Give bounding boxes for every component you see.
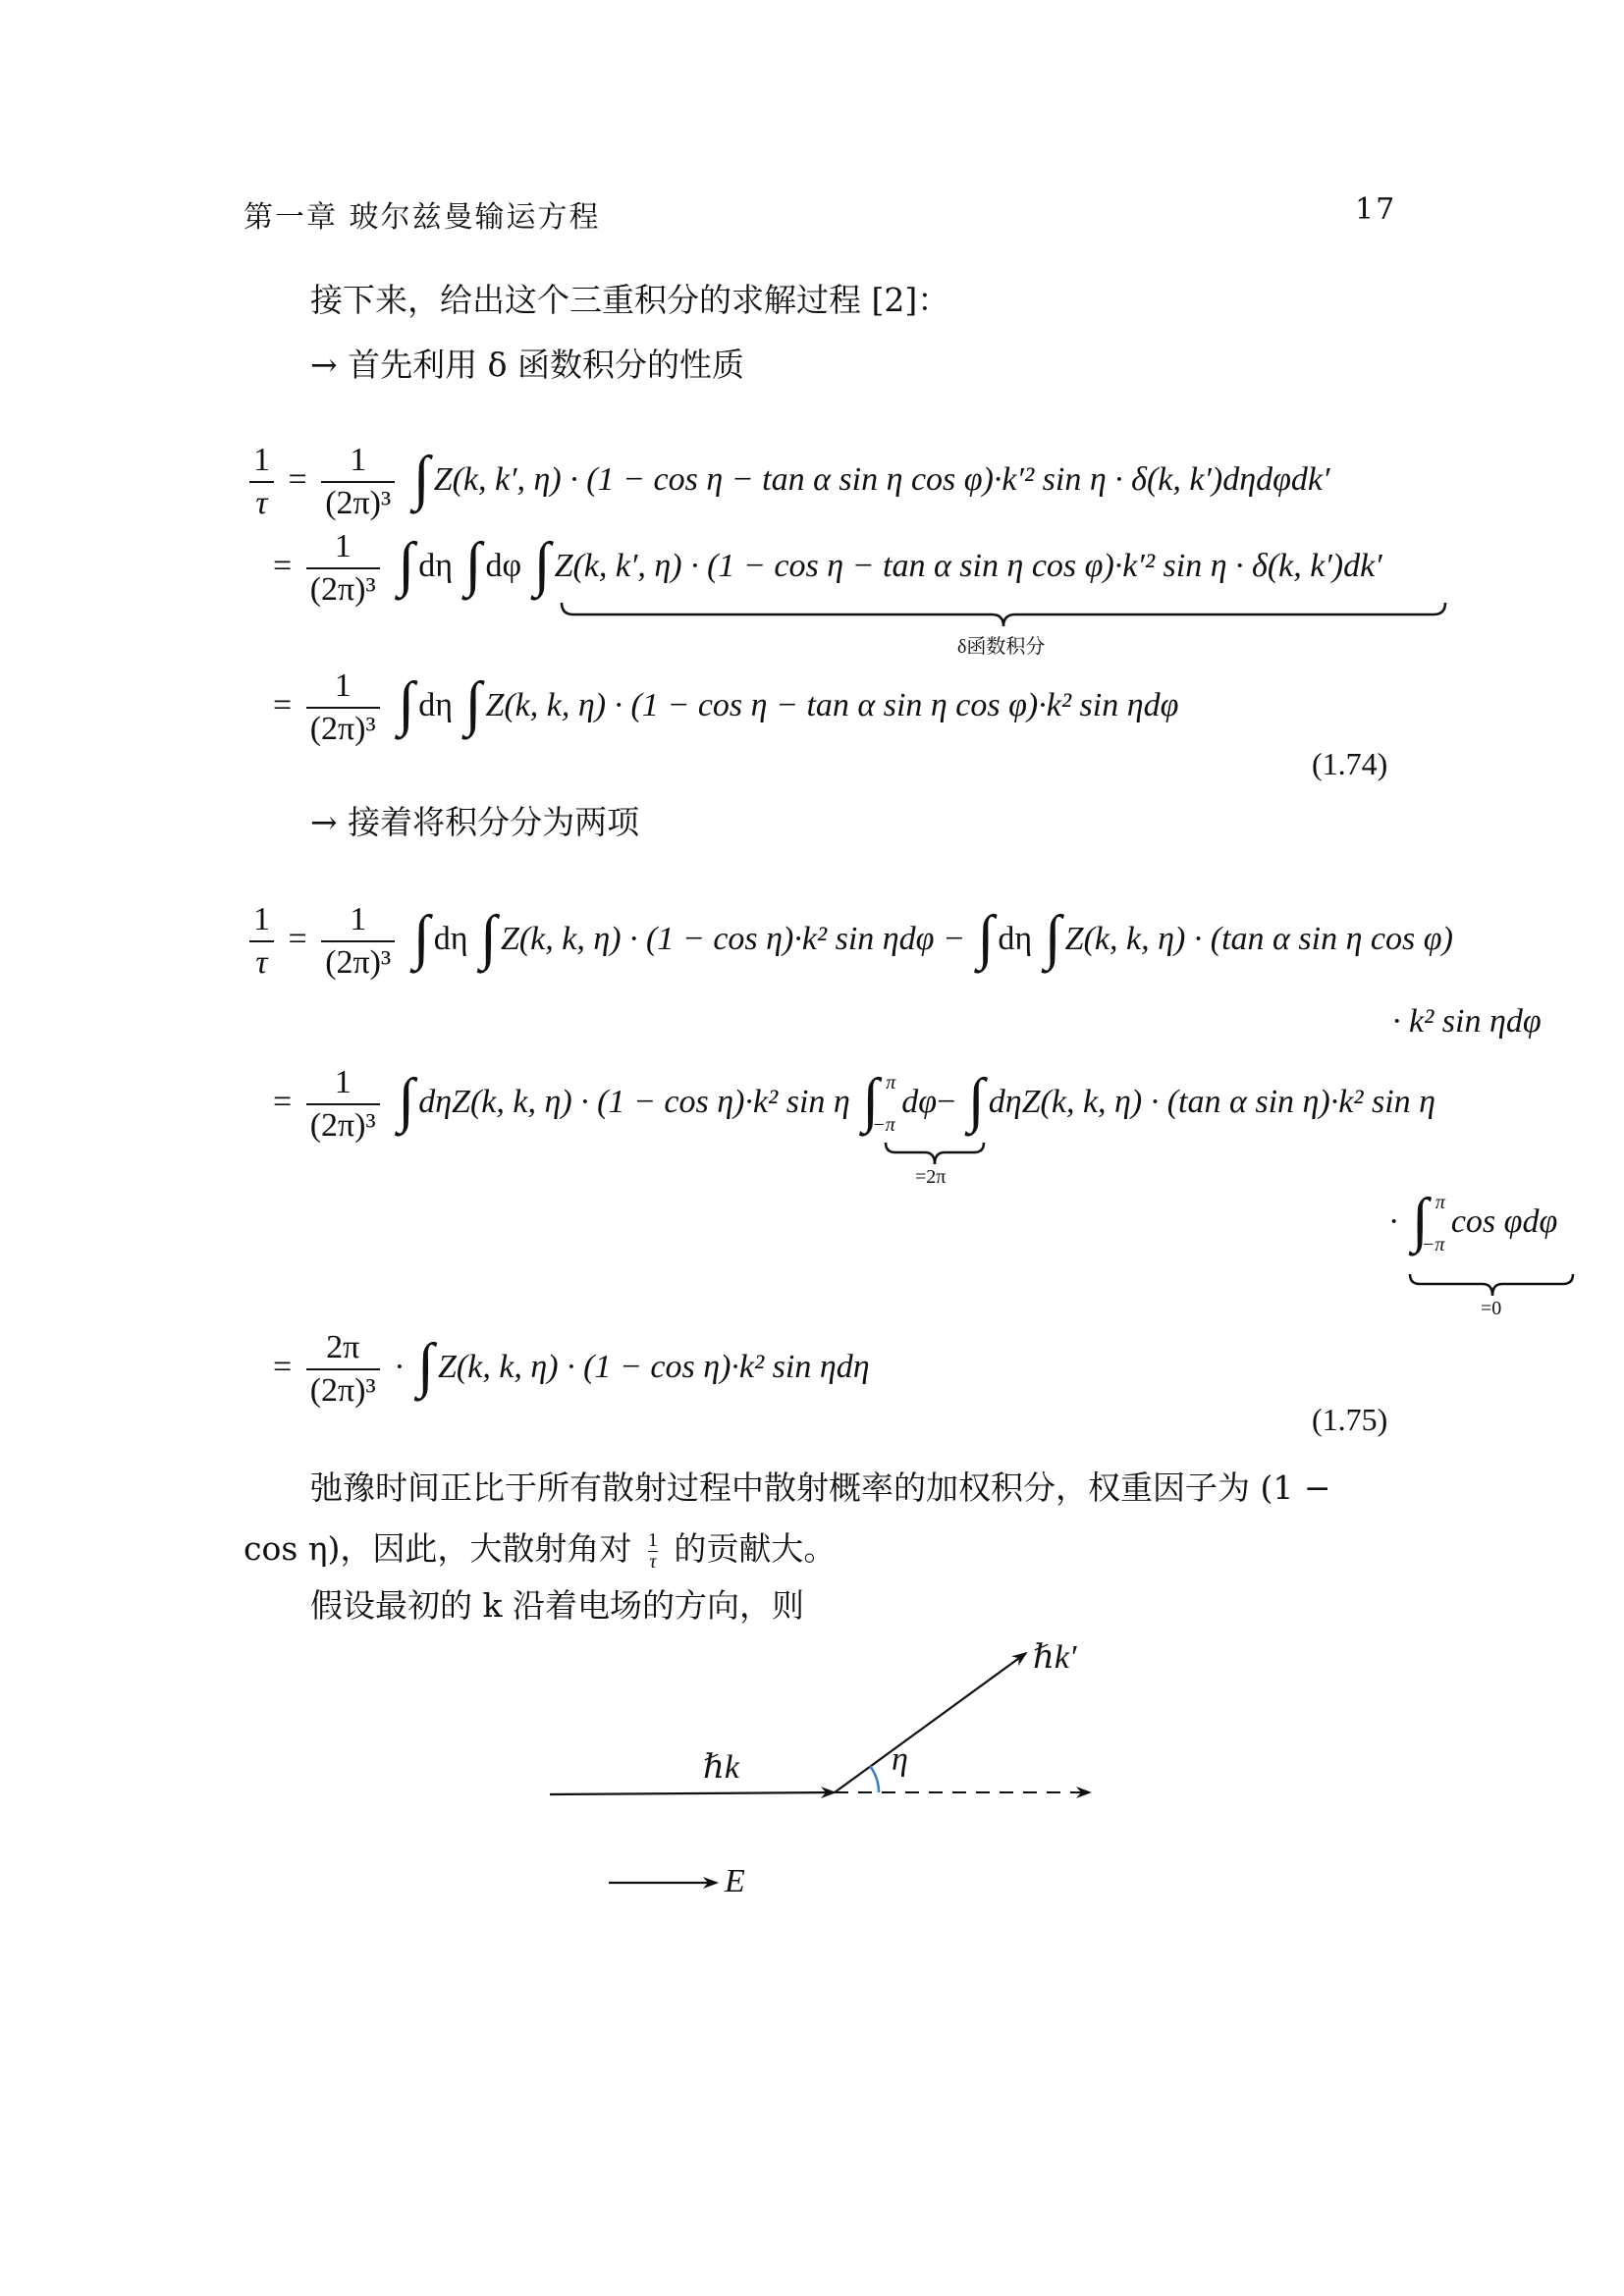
underbrace-zero (1408, 1272, 1577, 1300)
scattering-diagram (530, 1629, 1119, 1924)
scattering-angle-arc (870, 1766, 879, 1792)
scattered-wavevector-arrow (835, 1653, 1026, 1792)
step-two-text: → 接着将积分分为两项 (310, 803, 640, 841)
eq175-line1: $\frac{1}{\tau}$ = $\frac{1}{\text{(2π)³}}$ ∫ dη ∫ Z(k, k, η) · (1 − cos η)·k² sin ηdφ − ∫ dη ∫ Z(k, k, η) · (tan α sin η cos φ) (244, 901, 1453, 982)
label-eta: η (892, 1741, 908, 1778)
eq174-line2-body: Z(k, k′, η) · (1 − cos η − tan α sin η cos φ)·k′² sin η · δ(k, k′)dk′ (554, 547, 1382, 584)
eq175-line2-continuation: · ∫ π −π cos φdφ (1388, 1187, 1558, 1255)
eq174-line2: = $\frac{1}{\text{(2π)³}}$ ∫ dη ∫ dφ ∫ Z(k, k′, η) · (1 − cos η − tan α sin η cos φ)·k′² sin η · δ(k, k′)dk′ (273, 528, 1382, 608)
eq174-line3: = $\frac{1}{\text{(2π)³}}$ ∫ dη ∫ Z(k, k, η) · (1 − cos η − tan α sin η cos φ)·k² sin ηdφ (273, 667, 1179, 747)
underbrace-zero-label: =0 (1481, 1298, 1502, 1319)
paragraph3: 假设最初的 k 沿着电场的方向，则 (310, 1586, 804, 1625)
chapter-header: 第一章 玻尔兹曼输运方程 (244, 200, 601, 235)
paragraph2-line2: cos η)，因此，大散射角对 $\frac{1}{\tau}$ 的贡献大。 (244, 1528, 837, 1573)
page-number: 17 (1355, 192, 1397, 227)
underbrace-2pi (884, 1141, 986, 1168)
paragraph2-line1: 弛豫时间正比于所有散射过程中散射概率的加权积分，权重因子为 (1 − (310, 1468, 1331, 1507)
underbrace-delta (560, 601, 1448, 630)
label-hbar-kprime: ℏk′ (1033, 1639, 1077, 1676)
eq175-number: (1.75) (1312, 1402, 1388, 1437)
eq174-line1: $\frac{1}{\tau}$ = $\frac{1}{\text{(2π)³}}$ ∫ Z(k, k′, η) · (1 − cos η − tan α sin η cos φ)·k′² sin η · δ(k, k′)dηdφdk′ (244, 442, 1329, 522)
label-electric-field: E (725, 1863, 745, 1899)
underbrace-2pi-label: =2π (915, 1166, 947, 1188)
label-hbar-k: ℏk (703, 1749, 739, 1786)
eq175-line1-continuation: · k² sin ηdφ (1392, 1003, 1542, 1040)
eq174-number: (1.74) (1312, 746, 1388, 781)
eq174-line1-body: Z(k, k′, η) · (1 − cos η − tan α sin η cos φ)·k′² sin η · δ(k, k′)dηdφdk′ (433, 460, 1330, 498)
eq175-line2: = $\frac{1}{\text{(2π)³}}$ ∫ dηZ(k, k, η) · (1 − cos η)·k² sin η ∫ π −π dφ− ∫ dηZ(k, k, η) · (tan α sin η)·k² sin η (273, 1064, 1436, 1144)
eq175-line3: = $\frac{2\pi}{\text{(2π)³}}$ · ∫ Z(k, k, η) · (1 − cos η)·k² sin ηdη (273, 1329, 870, 1409)
incident-wavevector-arrow (550, 1792, 835, 1794)
underbrace-delta-label: δ函数积分 (957, 636, 1046, 658)
intro-paragraph: 接下来，给出这个三重积分的求解过程 [2]： (310, 281, 950, 319)
step-one-text: → 首先利用 δ 函数积分的性质 (310, 346, 744, 384)
